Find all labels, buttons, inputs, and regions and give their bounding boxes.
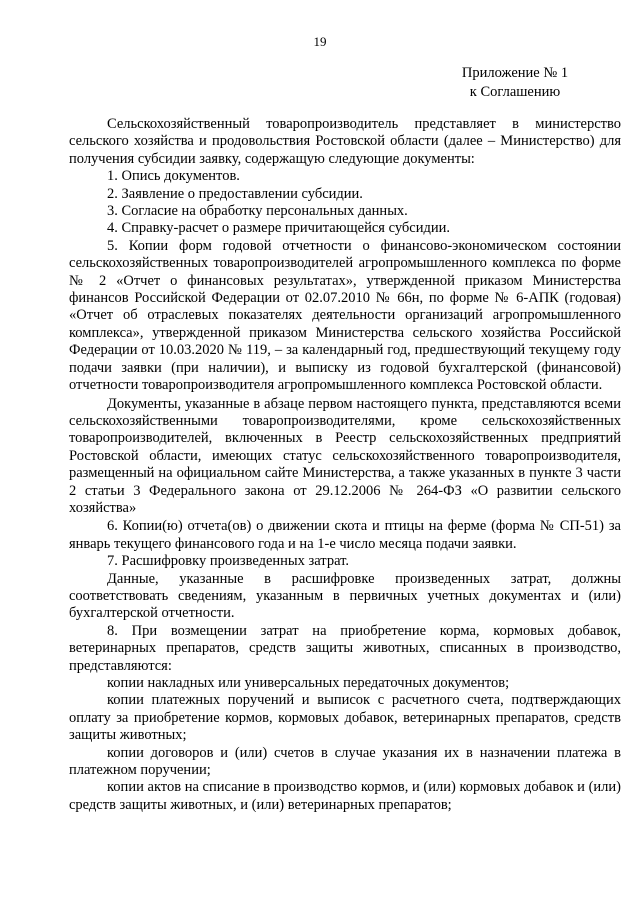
item-8-contracts: копии договоров и (или) счетов в случае указания их в назначении платежа в платежном поручении; [69,744,621,779]
appendix-title: Приложение № 1 [461,65,569,81]
list-item-1: 1. Опись документов. [107,168,240,185]
item-8-invoices: копии накладных или универсальных передаточных документов; [107,675,510,691]
item-8-payment-orders: копии платежных поручений и выписок с расчетного счета, подтверждающих оплату за приобретение кормов, кормовых добавок, ветеринарных препаратов, средств защиты животных; [69,692,621,744]
appendix-header [440,64,590,102]
list-item-3: 3. Согласие на обработку персональных данных. [107,203,408,220]
list-item-4: 4. Справку-расчет о размере причитающейся субсидии. [107,220,451,237]
document-body [69,116,621,814]
list-item-7: 7. Расшифровку произведенных затрат. [107,553,350,570]
appendix-reference: к Соглашению [469,84,561,100]
item-8-write-off-acts: копии актов на списание в производство кормов, и (или) кормовых добавок и (или) средств защиты животных, и (или) ветеринарных препаратов; [69,779,621,813]
item-7-note: Данные, указанные в расшифровке произведенных затрат, должны соответствовать сведениям, указанным в первичных учетных документах и (или) бухгалтерской отчетности. [69,570,621,622]
list-item-5: 5. Копии форм годовой отчетности о финансово-экономическом состоянии сельскохозяйственных товаропроизводителей агропромышленного комплекса по форме № 2 «Отчет о финансовых результатах», утвержденной приказом Министерства финансов Российской Федерации от 02.07.2010 № 66н, по форме № 6-АПК (годовая) «Отчет об отраслевых показателях деятельности организаций агропромышленного комплекса», утвержденной приказом Министерства сельского хозяйства Российской Федерации от 10.03.2020 № 119, – за календарный год, предшествующий текущему году подачи заявки (при наличии), и выписку из годовой бухгалтерской (финансовой) отчетности товаропроизводителя агропромышленного комплекса Ростовской области. [69,237,621,394]
intro-paragraph: Сельскохозяйственный товаропроизводитель представляет в министерство сельского хозяйства и продовольствия Ростовской области (далее – Министерство) для получения субсидии заявку, содержащую следующие документы: [69,116,621,167]
item-5-note: Документы, указанные в абзаце первом настоящего пункта, представляются всеми сельскохозяйственными товаропроизводителями, кроме сельскохозяйственных товаропроизводителей, включенных в Реестр сельскохозяйственных предприятий Ростовской области, имеющих статус сельскохозяйственного товаропроизводителя, размещенный на официальном сайте Министерства, а также указанных в пункте 3 части 2 статьи 3 Федерального закона от 29.12.2006 № 264-ФЗ «О развитии сельского хозяйства» [69,395,621,516]
page-number: 19 [313,34,327,49]
list-item-6: 6. Копии(ю) отчета(ов) о движении скота и птицы на ферме (форма № СП-51) за январь текущего финансового года и на 1-е число месяца подачи заявки. [69,518,621,552]
list-item-2: 2. Заявление о предоставлении субсидии. [107,185,363,202]
list-item-8: 8. При возмещении затрат на приобретение корма, кормовых добавок, ветеринарных препаратов, средств защиты животных, списанных в производство, представляются: [69,622,621,674]
